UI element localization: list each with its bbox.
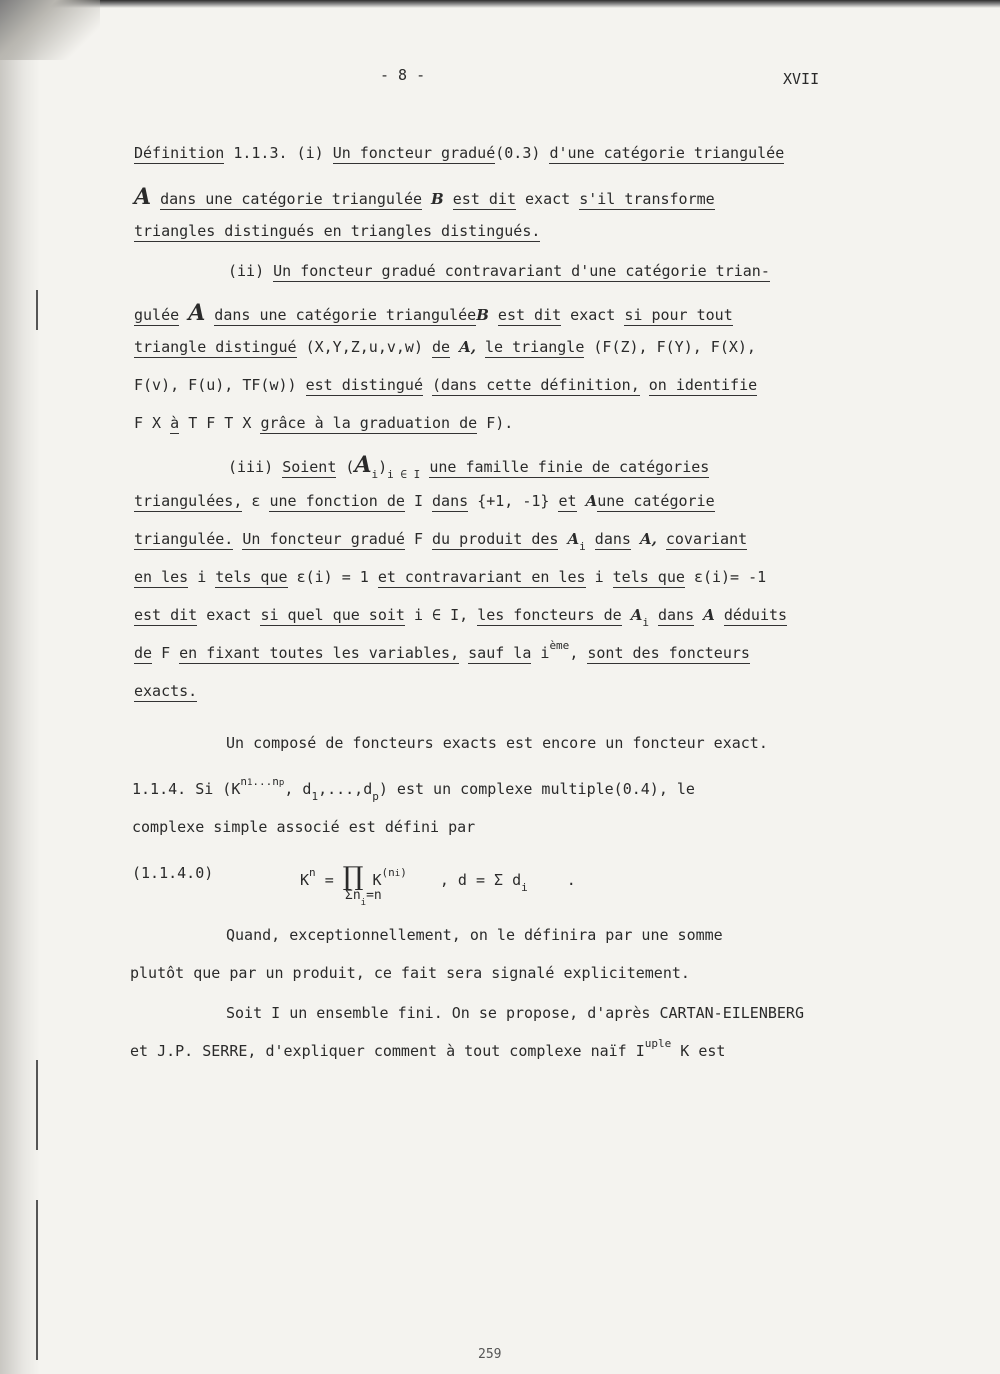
definition-line: triangulée. Un foncteur gradué F du produit des $A_i$ dans A, covariant (134, 530, 748, 553)
definition-line: triangle distingué (X,Y,Z,u,v,w) de A, le triangle (F(Z), F(Y), F(X), (134, 338, 756, 356)
margin-mark (36, 290, 38, 330)
equation: $K^n$ = ∏ $K^{(ni)}$ , d = Σ $d_i$ . (300, 862, 576, 894)
definition-line: (ii) Un foncteur gradué contravariant d'une catégorie trian- (228, 262, 770, 280)
definition-line: F X à T F T X grâce à la graduation de F). (134, 414, 514, 432)
definition-line: triangles distingués en triangles distingués. (134, 222, 541, 240)
definition-line: A dans une catégorie triangulée B est dit exact s'il transforme (134, 184, 715, 210)
definition-line: de F en fixant toutes les variables, sauf la $i^{ème}$, sont des foncteurs (134, 639, 750, 662)
definition-line: (iii) Soient $(A_i)_{i \in I}$ une famille finie de catégories (228, 452, 710, 481)
body-text: Soit I un ensemble fini. On se propose, d'après CARTAN-EILENBERG (226, 1004, 804, 1022)
definition-line: Définition 1.1.3. (i) Un foncteur gradué(0.3) d'une catégorie triangulée (134, 144, 785, 162)
margin-mark (36, 1060, 38, 1150)
scan-corner (0, 0, 100, 60)
scan-edge-left (0, 0, 40, 1374)
body-text: et J.P. SERRE, d'expliquer comment à tout complexe naïf $I^{uple}$ K est (130, 1037, 726, 1060)
definition-line: gulée A dans une catégorie trianguléeB est dit exact si pour tout (134, 300, 733, 326)
paragraph-1-1-4: 1.1.4. Si ($K^{n1...np}$, $d_1,...,d_p$) est un complexe multiple(0.4), le (132, 775, 695, 803)
equation-label: (1.1.4.0) (132, 864, 214, 882)
body-text: Un composé de foncteurs exacts est encore un foncteur exact. (226, 734, 768, 752)
folio-number: 259 (478, 1347, 502, 1362)
body-text: complexe simple associé est défini par (132, 818, 476, 836)
section-number: XVII (783, 70, 820, 88)
equation-sum-index: $\Sigma n_i=n$ (345, 888, 382, 908)
definition-line: exacts. (134, 682, 198, 700)
definition-line: F(v), F(u), TF(w)) est distingué (dans cette définition, on identifie (134, 376, 758, 394)
definition-line: est dit exact si quel que soit i ∈ I, les foncteurs de $A_i$ dans A déduits (134, 606, 788, 629)
scan-edge-top (0, 0, 1000, 8)
body-text: Quand, exceptionnellement, on le définira par une somme (226, 926, 723, 944)
margin-mark (36, 1200, 38, 1360)
page-number: - 8 - (380, 66, 426, 84)
body-text: plutôt que par un produit, ce fait sera signalé explicitement. (130, 964, 690, 982)
definition-line: en les i tels que ε(i) = 1 et contravariant en les i tels que ε(i)= -1 (134, 568, 767, 586)
definition-line: triangulées, ε une fonction de I dans {+1, -1} et Aune catégorie (134, 492, 715, 510)
